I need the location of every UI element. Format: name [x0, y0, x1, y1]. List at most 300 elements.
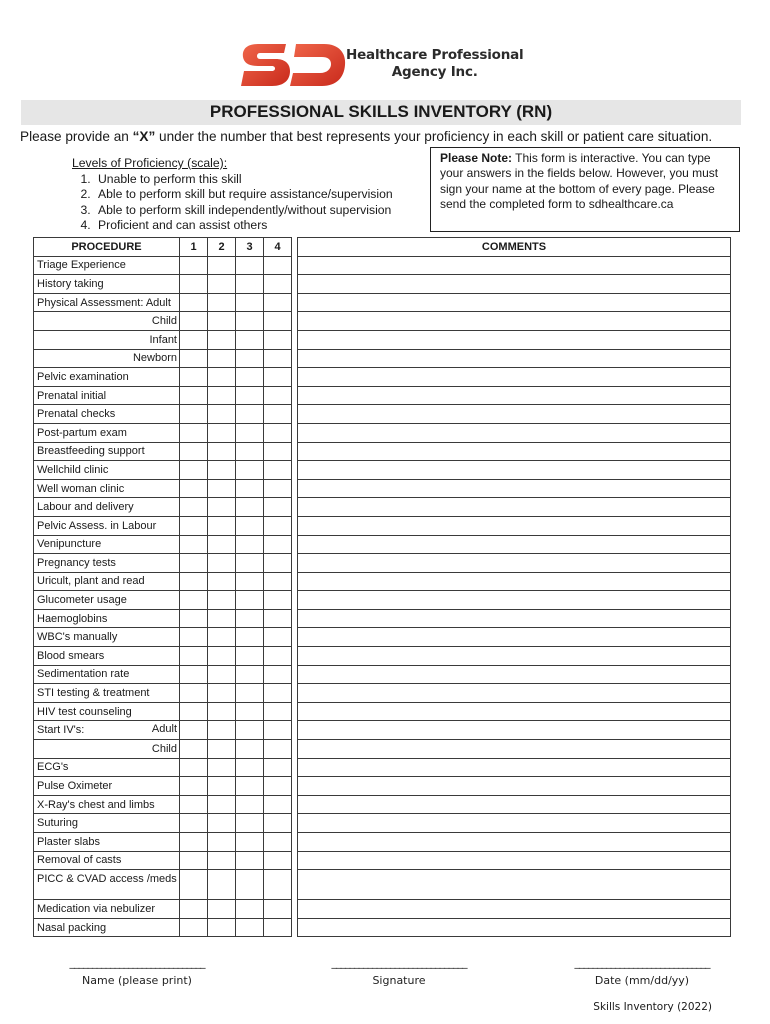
procedure-cell: [34, 312, 180, 331]
procedure-cell: [34, 386, 180, 405]
scale-4-cell[interactable]: [264, 851, 292, 870]
comments-cell[interactable]: [298, 647, 731, 666]
scale-4-cell[interactable]: [264, 498, 292, 517]
scale-3-cell[interactable]: [236, 386, 264, 405]
instruction-before: Please provide an: [20, 129, 133, 144]
scale-3-cell[interactable]: [236, 405, 264, 424]
scale-4-cell[interactable]: [264, 293, 292, 312]
table-row: [34, 851, 731, 870]
scale-1-cell[interactable]: [180, 795, 208, 814]
procedure-label: Physical Assessment: Adult: [37, 296, 171, 309]
scale-3-cell[interactable]: [236, 349, 264, 368]
scale-1-cell[interactable]: [180, 386, 208, 405]
company-name-line1: Healthcare Professional: [346, 47, 524, 63]
company-name-line2: Agency Inc.: [391, 64, 478, 80]
procedure-cell: [34, 814, 180, 833]
company-logo: [238, 40, 348, 90]
comments-cell[interactable]: [298, 721, 731, 740]
procedure-cell: [34, 423, 180, 442]
scale-1-cell[interactable]: [180, 647, 208, 666]
procedure-label: STI testing & treatment: [37, 687, 150, 700]
scale-4-cell[interactable]: [264, 554, 292, 573]
scale-1-cell[interactable]: [180, 918, 208, 937]
procedure-cell: [34, 702, 180, 721]
procedure-cell: [34, 479, 180, 498]
scale-3-cell[interactable]: [236, 423, 264, 442]
scale-4-cell[interactable]: [264, 275, 292, 294]
proficiency-levels: [72, 156, 393, 234]
procedure-label: Sedimentation rate: [37, 668, 130, 681]
scale-2-cell[interactable]: [208, 498, 236, 517]
scale-4-cell[interactable]: [264, 758, 292, 777]
procedure-label: Child: [151, 315, 177, 328]
scale-3-cell[interactable]: [236, 535, 264, 554]
comments-cell[interactable]: [298, 795, 731, 814]
scale-2-cell[interactable]: [208, 740, 236, 759]
scale-2-cell[interactable]: [208, 442, 236, 461]
scale-1-cell[interactable]: [180, 535, 208, 554]
scale-4-cell[interactable]: [264, 461, 292, 480]
scale-4-cell[interactable]: [264, 918, 292, 937]
scale-4-cell[interactable]: [264, 833, 292, 852]
scale-1-cell[interactable]: [180, 423, 208, 442]
procedure-cell: [34, 516, 180, 535]
comments-cell[interactable]: [298, 918, 731, 937]
procedure-label: Pelvic Assess. in Labour: [37, 519, 157, 532]
table-row: [34, 609, 731, 628]
table-row: [34, 498, 731, 517]
scale-3-cell[interactable]: [236, 479, 264, 498]
comments-cell[interactable]: [298, 293, 731, 312]
scale-4-cell[interactable]: [264, 405, 292, 424]
scale-4-cell[interactable]: [264, 442, 292, 461]
scale-2-cell[interactable]: [208, 684, 236, 703]
table-row: [34, 275, 731, 294]
skills-rows: [34, 256, 731, 937]
table-row: [34, 368, 731, 387]
table-row: [34, 918, 731, 937]
scale-1-cell[interactable]: [180, 870, 208, 900]
scale-4-cell[interactable]: [264, 702, 292, 721]
comments-cell[interactable]: [298, 870, 731, 900]
comments-cell[interactable]: [298, 405, 731, 424]
procedure-label: PICC & CVAD access /meds: [37, 873, 177, 886]
scale-4-cell[interactable]: [264, 665, 292, 684]
comments-cell[interactable]: [298, 256, 731, 275]
levels-title: Levels of Proficiency (scale):: [72, 156, 228, 170]
scale-2-header: 2: [208, 238, 236, 257]
note-text: This form is interactive. You can type your answers in the fields below. However, you must sign your name at the bottom of every page. Please send the completed form to sdhealthcare.ca: [440, 151, 719, 212]
procedure-label: Prenatal initial: [37, 389, 107, 402]
scale-1-cell[interactable]: [180, 833, 208, 852]
scale-1-cell[interactable]: [180, 665, 208, 684]
scale-2-cell[interactable]: [208, 293, 236, 312]
procedure-label: Post-partum exam: [37, 426, 127, 439]
scale-1-cell[interactable]: [180, 758, 208, 777]
scale-3-cell[interactable]: [236, 647, 264, 666]
comments-cell[interactable]: [298, 554, 731, 573]
procedure-cell: [34, 795, 180, 814]
table-row: [34, 535, 731, 554]
scale-2-cell[interactable]: [208, 900, 236, 919]
comments-cell[interactable]: [298, 740, 731, 759]
scale-2-cell[interactable]: [208, 423, 236, 442]
procedure-label: Newborn: [132, 352, 177, 365]
scale-2-cell[interactable]: [208, 814, 236, 833]
scale-3-cell[interactable]: [236, 461, 264, 480]
procedure-cell: [34, 498, 180, 517]
scale-3-cell[interactable]: [236, 275, 264, 294]
scale-4-cell[interactable]: [264, 684, 292, 703]
scale-4-cell[interactable]: [264, 516, 292, 535]
comments-cell[interactable]: [298, 349, 731, 368]
scale-3-cell[interactable]: [236, 900, 264, 919]
table-row: [34, 777, 731, 796]
scale-3-cell[interactable]: [236, 795, 264, 814]
comments-cell[interactable]: [298, 312, 731, 331]
comments-cell[interactable]: [298, 535, 731, 554]
scale-1-cell[interactable]: [180, 516, 208, 535]
procedure-cell: [34, 900, 180, 919]
scale-1-cell[interactable]: [180, 702, 208, 721]
comments-cell[interactable]: [298, 461, 731, 480]
scale-2-cell[interactable]: [208, 851, 236, 870]
scale-2-cell[interactable]: [208, 554, 236, 573]
table-row: [34, 833, 731, 852]
instruction-text: [20, 129, 765, 144]
procedure-cell: [34, 918, 180, 937]
procedure-label: X-Ray's chest and limbs: [37, 798, 155, 811]
comments-cell[interactable]: [298, 609, 731, 628]
title-bar: [21, 100, 741, 125]
procedure-label: Haemoglobins: [37, 612, 108, 625]
table-row: [34, 814, 731, 833]
scale-1-cell[interactable]: [180, 740, 208, 759]
comments-cell[interactable]: [298, 498, 731, 517]
comments-cell[interactable]: [298, 368, 731, 387]
scale-2-cell[interactable]: [208, 256, 236, 275]
table-header-row: [34, 238, 731, 257]
table-row: [34, 684, 731, 703]
scale-3-cell[interactable]: [236, 665, 264, 684]
table-row: [34, 665, 731, 684]
date-label: Date (mm/dd/yy): [594, 974, 690, 987]
instruction-mark: “X”: [132, 129, 156, 144]
procedure-label: Uricult, plant and read: [37, 575, 145, 588]
scale-3-cell[interactable]: [236, 628, 264, 647]
scale-1-cell[interactable]: [180, 628, 208, 647]
scale-4-cell[interactable]: [264, 535, 292, 554]
scale-1-cell[interactable]: [180, 498, 208, 517]
scale-3-cell[interactable]: [236, 833, 264, 852]
comments-cell[interactable]: [298, 275, 731, 294]
table-row: [34, 479, 731, 498]
procedure-label: Pelvic examination: [37, 370, 129, 383]
procedure-cell: [34, 851, 180, 870]
scale-3-cell[interactable]: [236, 918, 264, 937]
scale-2-cell[interactable]: [208, 795, 236, 814]
comments-cell[interactable]: [298, 628, 731, 647]
level-item: 1. Unable to perform this skill: [94, 172, 393, 188]
scale-1-cell[interactable]: [180, 479, 208, 498]
table-row: [34, 740, 731, 759]
scale-1-cell[interactable]: [180, 554, 208, 573]
scale-2-cell[interactable]: [208, 330, 236, 349]
procedure-cell: [34, 833, 180, 852]
note-label: Please Note:: [440, 151, 513, 165]
scale-3-cell[interactable]: [236, 256, 264, 275]
scale-4-cell[interactable]: [264, 721, 292, 740]
table-row: [34, 461, 731, 480]
scale-3-cell[interactable]: [236, 330, 264, 349]
procedure-cell: [34, 442, 180, 461]
scale-4-cell[interactable]: [264, 572, 292, 591]
comments-cell[interactable]: [298, 572, 731, 591]
comments-cell[interactable]: [298, 591, 731, 610]
comments-cell[interactable]: [298, 479, 731, 498]
scale-1-cell[interactable]: [180, 349, 208, 368]
scale-3-cell[interactable]: [236, 516, 264, 535]
procedure-label: Start IV's:: [37, 724, 85, 737]
name-label: Name (please print): [82, 974, 192, 987]
procedure-label: Blood smears: [37, 649, 105, 662]
scale-1-cell[interactable]: [180, 777, 208, 796]
comments-cell[interactable]: [298, 516, 731, 535]
scale-1-cell[interactable]: [180, 442, 208, 461]
scale-2-cell[interactable]: [208, 833, 236, 852]
procedure-label: HIV test counseling: [37, 705, 132, 718]
scale-1-cell[interactable]: [180, 721, 208, 740]
table-row: [34, 870, 731, 900]
footer-text: Skills Inventory (2022): [593, 1001, 712, 1013]
scale-2-cell[interactable]: [208, 535, 236, 554]
scale-1-cell[interactable]: [180, 368, 208, 387]
comments-cell[interactable]: [298, 900, 731, 919]
scale-2-cell[interactable]: [208, 461, 236, 480]
scale-3-cell[interactable]: [236, 851, 264, 870]
scale-2-cell[interactable]: [208, 628, 236, 647]
comments-cell[interactable]: [298, 386, 731, 405]
procedure-cell: [34, 554, 180, 573]
scale-1-cell[interactable]: [180, 572, 208, 591]
table-row: [34, 721, 731, 740]
scale-4-cell[interactable]: [264, 777, 292, 796]
scale-3-cell[interactable]: [236, 293, 264, 312]
scale-3-header: 3: [236, 238, 264, 257]
scale-3-cell[interactable]: [236, 758, 264, 777]
scale-3-cell[interactable]: [236, 591, 264, 610]
scale-2-cell[interactable]: [208, 312, 236, 331]
level-item: 3. Able to perform skill independently/without supervision: [94, 203, 393, 219]
scale-2-cell[interactable]: [208, 758, 236, 777]
date-line[interactable]: ______________________________: [574, 956, 710, 969]
table-row: [34, 386, 731, 405]
scale-2-cell[interactable]: [208, 777, 236, 796]
scale-4-cell[interactable]: [264, 479, 292, 498]
scale-4-cell[interactable]: [264, 330, 292, 349]
scale-4-cell[interactable]: [264, 628, 292, 647]
comments-cell[interactable]: [298, 833, 731, 852]
procedure-cell: [34, 684, 180, 703]
comments-cell[interactable]: [298, 777, 731, 796]
scale-3-cell[interactable]: [236, 554, 264, 573]
scale-4-cell[interactable]: [264, 256, 292, 275]
table-row: [34, 572, 731, 591]
scale-2-cell[interactable]: [208, 721, 236, 740]
table-row: [34, 516, 731, 535]
scale-1-cell[interactable]: [180, 275, 208, 294]
scale-4-cell[interactable]: [264, 900, 292, 919]
scale-1-cell[interactable]: [180, 609, 208, 628]
comments-cell[interactable]: [298, 702, 731, 721]
scale-4-cell[interactable]: [264, 423, 292, 442]
scale-3-cell[interactable]: [236, 609, 264, 628]
scale-3-cell[interactable]: [236, 740, 264, 759]
procedure-cell: [34, 349, 180, 368]
procedure-label: Triage Experience: [37, 259, 126, 272]
scale-4-cell[interactable]: [264, 312, 292, 331]
scale-2-cell[interactable]: [208, 516, 236, 535]
procedure-cell: [34, 368, 180, 387]
date-block: [572, 956, 712, 987]
comments-cell[interactable]: [298, 330, 731, 349]
scale-4-cell[interactable]: [264, 368, 292, 387]
procedure-cell: [34, 870, 180, 900]
table-row: [34, 702, 731, 721]
comments-cell[interactable]: [298, 423, 731, 442]
scale-3-cell[interactable]: [236, 498, 264, 517]
scale-2-cell[interactable]: [208, 368, 236, 387]
scale-1-cell[interactable]: [180, 256, 208, 275]
procedure-label: Venipuncture: [37, 538, 102, 551]
scale-1-cell[interactable]: [180, 330, 208, 349]
procedure-cell: [34, 628, 180, 647]
scale-3-cell[interactable]: [236, 721, 264, 740]
scale-3-cell[interactable]: [236, 702, 264, 721]
procedure-header: PROCEDURE: [34, 238, 180, 257]
scale-1-cell[interactable]: [180, 814, 208, 833]
comments-cell[interactable]: [298, 442, 731, 461]
procedure-cell: [34, 665, 180, 684]
scale-1-header: 1: [180, 238, 208, 257]
scale-4-cell[interactable]: [264, 740, 292, 759]
scale-4-cell[interactable]: [264, 386, 292, 405]
scale-1-cell[interactable]: [180, 900, 208, 919]
procedure-sublabel: Adult: [151, 723, 177, 736]
scale-2-cell[interactable]: [208, 572, 236, 591]
procedure-label: WBC's manually: [37, 631, 118, 644]
scale-1-cell[interactable]: [180, 405, 208, 424]
scale-3-cell[interactable]: [236, 684, 264, 703]
scale-1-cell[interactable]: [180, 461, 208, 480]
procedure-cell: [34, 535, 180, 554]
procedure-cell: [34, 777, 180, 796]
scale-2-cell[interactable]: [208, 665, 236, 684]
procedure-cell: [34, 647, 180, 666]
scale-2-cell[interactable]: [208, 609, 236, 628]
level-item: 2. Able to perform skill but require assistance/supervision: [94, 187, 393, 203]
scale-4-cell[interactable]: [264, 795, 292, 814]
scale-4-cell[interactable]: [264, 870, 292, 900]
comments-cell[interactable]: [298, 684, 731, 703]
scale-4-cell[interactable]: [264, 349, 292, 368]
comments-cell[interactable]: [298, 665, 731, 684]
scale-2-cell[interactable]: [208, 386, 236, 405]
level-item: 4. Proficient and can assist others: [94, 218, 393, 234]
scale-1-cell[interactable]: [180, 851, 208, 870]
scale-3-cell[interactable]: [236, 312, 264, 331]
procedure-cell: [34, 275, 180, 294]
scale-4-cell[interactable]: [264, 591, 292, 610]
comments-header: COMMENTS: [298, 238, 731, 257]
comments-cell[interactable]: [298, 851, 731, 870]
scale-4-cell[interactable]: [264, 814, 292, 833]
comments-cell[interactable]: [298, 814, 731, 833]
procedure-label: Plaster slabs: [37, 835, 100, 848]
table-row: [34, 256, 731, 275]
scale-2-cell[interactable]: [208, 647, 236, 666]
scale-2-cell[interactable]: [208, 479, 236, 498]
scale-2-cell[interactable]: [208, 702, 236, 721]
scale-4-header: 4: [264, 238, 292, 257]
scale-3-cell[interactable]: [236, 572, 264, 591]
procedure-label: Well woman clinic: [37, 482, 125, 495]
scale-1-cell[interactable]: [180, 312, 208, 331]
table-row: [34, 795, 731, 814]
table-row: [34, 349, 731, 368]
procedure-label: Nasal packing: [37, 921, 107, 934]
scale-2-cell[interactable]: [208, 591, 236, 610]
scale-1-cell[interactable]: [180, 591, 208, 610]
procedure-label: History taking: [37, 277, 104, 290]
table-row: [34, 591, 731, 610]
procedure-cell: [34, 740, 180, 759]
scale-2-cell[interactable]: [208, 275, 236, 294]
procedure-label: Removal of casts: [37, 854, 122, 867]
instruction-after: under the number that best represents your proficiency in each skill or patient care situation.: [155, 129, 713, 144]
scale-4-cell[interactable]: [264, 647, 292, 666]
name-signature-block: [52, 956, 222, 987]
scale-2-cell[interactable]: [208, 870, 236, 900]
name-line[interactable]: ______________________________: [69, 956, 205, 969]
procedure-cell: [34, 405, 180, 424]
procedure-label: Glucometer usage: [37, 594, 127, 607]
scale-3-cell[interactable]: [236, 442, 264, 461]
scale-2-cell[interactable]: [208, 349, 236, 368]
procedure-label: Pulse Oximeter: [37, 780, 113, 793]
scale-2-cell[interactable]: [208, 405, 236, 424]
signature-line[interactable]: ______________________________: [331, 956, 467, 969]
scale-3-cell[interactable]: [236, 814, 264, 833]
procedure-label: Medication via nebulizer: [37, 902, 156, 915]
signature-label: Signature: [372, 974, 426, 987]
procedure-label: Child: [151, 742, 177, 755]
scale-4-cell[interactable]: [264, 609, 292, 628]
procedure-label: Wellchild clinic: [37, 463, 109, 476]
scale-1-cell[interactable]: [180, 293, 208, 312]
scale-3-cell[interactable]: [236, 368, 264, 387]
procedure-cell: [34, 256, 180, 275]
scale-1-cell[interactable]: [180, 684, 208, 703]
table-row: [34, 423, 731, 442]
procedure-cell: [34, 461, 180, 480]
table-row: [34, 312, 731, 331]
scale-3-cell[interactable]: [236, 777, 264, 796]
signature-block: [306, 956, 492, 987]
scale-2-cell[interactable]: [208, 918, 236, 937]
comments-cell[interactable]: [298, 758, 731, 777]
scale-3-cell[interactable]: [236, 870, 264, 900]
